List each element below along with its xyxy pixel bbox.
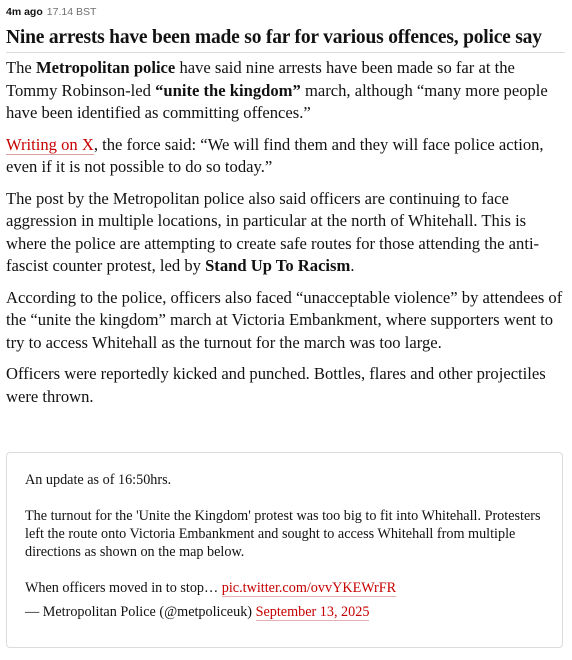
paragraph-4 (6, 287, 565, 355)
writing-on-x-link[interactable]: Writing on X (6, 134, 94, 154)
entry-headline: Nine arrests have been made so far for various offences, police say (6, 27, 542, 48)
tweet-author: — Metropolitan Police (@metpoliceuk) (25, 604, 256, 620)
relative-time: 4m ago (6, 6, 43, 18)
para2-text: , the force said: “We will find them and they will face police action, even if it is not possible to do so today.” (6, 134, 544, 176)
para1-bold-met-police: Metropolitan police (35, 58, 176, 77)
tweet-line-3-text: When officers moved in to stop… (25, 580, 222, 596)
para3-bold-sutr: Stand Up To Racism (205, 256, 351, 275)
para5-text: Officers were reportedly kicked and punched. Bottles, flares and other projectiles were thrown. (6, 364, 546, 406)
tweet-line-1: An update as of 16:50hrs. (25, 472, 172, 488)
tweet-attribution (25, 603, 546, 621)
para1-bold-march-name: “unite the kingdom” (155, 80, 301, 100)
liveblog-entry (0, 6, 572, 408)
paragraph-5 (6, 363, 565, 408)
paragraph-1 (6, 57, 565, 125)
para3-text-a: The post by the Metropolitan police also said officers are continuing to face aggression in multiple locations, in particular at the north of Whitehall. This is where the police are attempting to create safe routes for those attending the anti-fascist counter protest, led by (6, 188, 540, 275)
tweet-pic-link[interactable]: pic.twitter.com/ovvYKEWrFR (221, 580, 397, 596)
para3-text-b: . (350, 256, 355, 275)
para4-text: According to the police, officers also faced “unacceptable violence” by attendees of the “unite the kingdom” march at Victoria Embankment, where supporters went to try to access Whitehall as the turnout for the march was too large. (6, 287, 563, 352)
entry-meta (6, 6, 565, 19)
para1-text-a: The (6, 58, 36, 77)
tweet-date-link[interactable]: September 13, 2025 (255, 604, 370, 620)
para1-text-b: have said nine arrests have been made so far at the Tommy Robinson-led (6, 58, 515, 100)
embedded-tweet (6, 452, 563, 648)
timestamp: 17.14 BST (46, 6, 97, 18)
tweet-line-2: The turnout for the 'Unite the Kingdom' protest was too big to fit into Whitehall. Protesters left the route onto Victoria Embankment and sought to access Whitehall from multiple directions as shown on the map below. (25, 508, 541, 560)
paragraph-2 (6, 134, 565, 179)
headline-divider (6, 52, 565, 53)
tweet-line-3 (25, 579, 546, 597)
para1-text-c: march, although “many more people have been identified as committing offences.” (6, 80, 548, 122)
paragraph-3 (6, 188, 565, 278)
